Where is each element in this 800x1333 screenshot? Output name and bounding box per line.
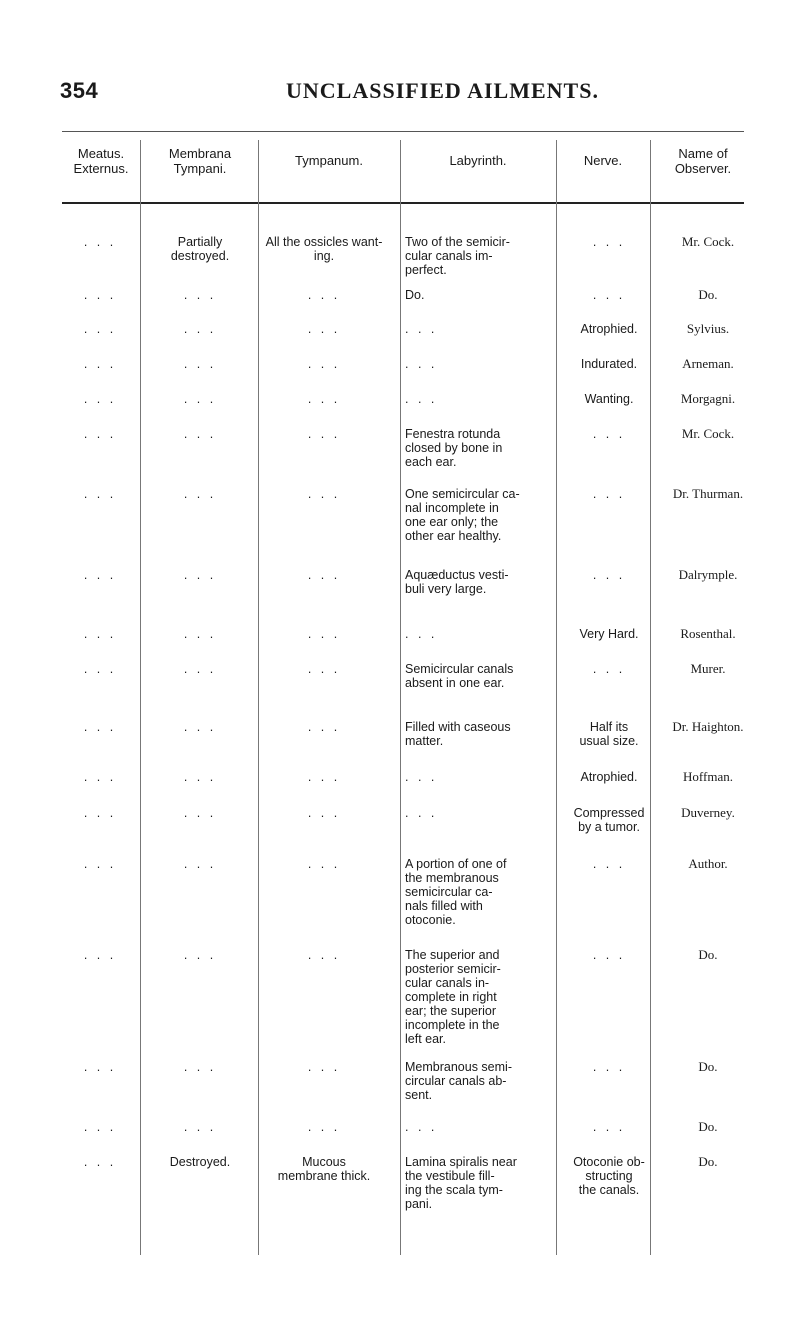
table-cell-observer: Rosenthal.	[680, 626, 736, 641]
table-top-rule	[62, 131, 744, 132]
table-cell-meatus: . . .	[83, 720, 117, 734]
table-cell-observer: Morgagni.	[680, 391, 736, 406]
table-cell-observer: Dr. Haighton.	[672, 719, 744, 734]
column-header-tympanum: Tympanum.	[295, 153, 363, 168]
table-cell-membrana: . . .	[183, 392, 217, 406]
table-cell-meatus: . . .	[83, 568, 117, 582]
table-cell-nerve: . . .	[592, 857, 626, 871]
column-header-labyrinth: Labyrinth.	[449, 153, 507, 168]
table-cell-membrana: . . .	[183, 806, 217, 820]
table-cell-meatus: . . .	[83, 1120, 117, 1134]
table-cell-membrana: . . .	[183, 568, 217, 582]
table-cell-nerve: . . .	[592, 427, 626, 441]
table-cell-membrana: . . .	[183, 627, 217, 641]
table-cell-labyrinth: Semicircular canals absent in one ear.	[405, 662, 514, 690]
table-cell-observer: Dr. Thurman.	[672, 486, 744, 501]
table-cell-observer: Mr. Cock.	[681, 426, 735, 441]
table-cell-meatus: . . .	[83, 427, 117, 441]
table-cell-nerve: . . .	[592, 662, 626, 676]
table-cell-labyrinth: . . .	[405, 357, 438, 371]
table-cell-observer: Murer.	[690, 661, 726, 676]
table-cell-nerve: . . .	[592, 487, 626, 501]
table-cell-meatus: . . .	[83, 948, 117, 962]
table-cell-meatus: . . .	[83, 235, 117, 249]
table-cell-observer: Do.	[698, 287, 718, 302]
table-cell-tympanum: . . .	[307, 948, 341, 962]
table-cell-membrana: . . .	[183, 1120, 217, 1134]
table-cell-labyrinth: The superior and posterior semicir- cular canals in- complete in right ear; the superior incomplete in the left ear.	[405, 948, 501, 1046]
column-divider	[400, 140, 401, 1255]
table-header-rule	[62, 202, 744, 204]
table-cell-nerve: . . .	[592, 235, 626, 249]
table-cell-membrana: Destroyed.	[169, 1155, 231, 1169]
table-cell-labyrinth: Do.	[405, 288, 425, 302]
table-cell-nerve: Atrophied.	[580, 770, 638, 784]
table-cell-meatus: . . .	[83, 1155, 117, 1169]
page-number: 354	[60, 78, 99, 103]
table-cell-meatus: . . .	[83, 662, 117, 676]
table-cell-observer: Arneman.	[682, 356, 734, 371]
table-cell-tympanum: . . .	[307, 288, 341, 302]
column-header-membrana: Membrana Tympani.	[168, 146, 232, 176]
table-cell-meatus: . . .	[83, 806, 117, 820]
table-cell-labyrinth: . . .	[405, 1120, 438, 1134]
column-divider	[650, 140, 651, 1255]
table-cell-observer: Do.	[698, 947, 718, 962]
table-cell-labyrinth: . . .	[405, 392, 438, 406]
table-cell-tympanum: . . .	[307, 662, 341, 676]
table-cell-nerve: . . .	[592, 568, 626, 582]
column-divider	[140, 140, 141, 1255]
table-cell-membrana: . . .	[183, 487, 217, 501]
table-cell-meatus: . . .	[83, 770, 117, 784]
table-cell-nerve: . . .	[592, 1060, 626, 1074]
column-divider	[258, 140, 259, 1255]
table-cell-nerve: Compressed by a tumor.	[573, 806, 645, 834]
table-cell-observer: Do.	[698, 1154, 718, 1169]
table-cell-observer: Do.	[698, 1059, 718, 1074]
table-cell-membrana: . . .	[183, 662, 217, 676]
table-cell-tympanum: . . .	[307, 427, 341, 441]
table-cell-tympanum: . . .	[307, 1120, 341, 1134]
table-cell-nerve: Indurated.	[580, 357, 638, 371]
table-cell-nerve: Otoconie ob- structing the canals.	[573, 1155, 645, 1197]
table-cell-membrana: . . .	[183, 770, 217, 784]
table-cell-labyrinth: . . .	[405, 770, 438, 784]
table-cell-labyrinth: One semicircular ca- nal incomplete in one ear only; the other ear healthy.	[405, 487, 520, 543]
table-cell-nerve: Very Hard.	[579, 627, 639, 641]
table-cell-labyrinth: . . .	[405, 322, 438, 336]
table-cell-tympanum: . . .	[307, 720, 341, 734]
table-cell-membrana: . . .	[183, 427, 217, 441]
column-header-meatus: Meatus. Externus.	[73, 146, 129, 176]
table-cell-tympanum: . . .	[307, 568, 341, 582]
table-cell-meatus: . . .	[83, 487, 117, 501]
table-cell-tympanum: Mucous membrane thick.	[277, 1155, 371, 1183]
table-cell-labyrinth: . . .	[405, 627, 438, 641]
table-cell-observer: Sylvius.	[686, 321, 730, 336]
table-cell-tympanum: . . .	[307, 357, 341, 371]
table-cell-labyrinth: Aquæductus vesti- buli very large.	[405, 568, 509, 596]
running-head: UNCLASSIFIED AILMENTS.	[286, 78, 599, 103]
column-header-nerve: Nerve.	[583, 153, 623, 168]
column-header-observer: Name of Observer.	[674, 146, 732, 176]
table-cell-membrana: . . .	[183, 357, 217, 371]
table-cell-tympanum: . . .	[307, 1060, 341, 1074]
table-cell-membrana: . . .	[183, 288, 217, 302]
table-cell-membrana: Partially destroyed.	[170, 235, 230, 263]
table-cell-tympanum: . . .	[307, 806, 341, 820]
table-cell-observer: Duverney.	[681, 805, 735, 820]
table-cell-nerve: Half its usual size.	[579, 720, 639, 748]
table-cell-meatus: . . .	[83, 288, 117, 302]
table-cell-tympanum: All the ossicles want- ing.	[265, 235, 383, 263]
table-cell-observer: Mr. Cock.	[681, 234, 735, 249]
table-cell-membrana: . . .	[183, 322, 217, 336]
table-cell-tympanum: . . .	[307, 627, 341, 641]
column-divider	[556, 140, 557, 1255]
table-cell-meatus: . . .	[83, 857, 117, 871]
table-cell-nerve: Wanting.	[584, 392, 634, 406]
table-cell-nerve: . . .	[592, 1120, 626, 1134]
table-cell-labyrinth: Fenestra rotunda closed by bone in each ear.	[405, 427, 503, 469]
table-cell-membrana: . . .	[183, 948, 217, 962]
table-cell-nerve: . . .	[592, 288, 626, 302]
table-cell-nerve: Atrophied.	[580, 322, 638, 336]
table-cell-nerve: . . .	[592, 948, 626, 962]
table-cell-membrana: . . .	[183, 1060, 217, 1074]
table-cell-membrana: . . .	[183, 720, 217, 734]
table-cell-labyrinth: . . .	[405, 806, 438, 820]
table-cell-labyrinth: A portion of one of the membranous semicircular ca- nals filled with otoconie.	[405, 857, 507, 927]
table-cell-labyrinth: Lamina spiralis near the vestibule fill- ing the scala tym- pani.	[405, 1155, 517, 1211]
table-cell-membrana: . . .	[183, 857, 217, 871]
table-cell-tympanum: . . .	[307, 392, 341, 406]
table-cell-tympanum: . . .	[307, 322, 341, 336]
table-cell-observer: Hoffman.	[683, 769, 733, 784]
table-cell-meatus: . . .	[83, 392, 117, 406]
table-cell-observer: Author.	[688, 856, 728, 871]
table-cell-tympanum: . . .	[307, 770, 341, 784]
table-cell-tympanum: . . .	[307, 487, 341, 501]
table-cell-meatus: . . .	[83, 627, 117, 641]
table-cell-meatus: . . .	[83, 357, 117, 371]
table-cell-meatus: . . .	[83, 322, 117, 336]
table-cell-labyrinth: Two of the semicir- cular canals im- perfect.	[405, 235, 510, 277]
table-cell-observer: Dalrymple.	[678, 567, 738, 582]
table-cell-labyrinth: Filled with caseous matter.	[405, 720, 511, 748]
table-cell-observer: Do.	[698, 1119, 718, 1134]
table-cell-tympanum: . . .	[307, 857, 341, 871]
table-cell-labyrinth: Membranous semi- circular canals ab- sent.	[405, 1060, 512, 1102]
table-cell-meatus: . . .	[83, 1060, 117, 1074]
